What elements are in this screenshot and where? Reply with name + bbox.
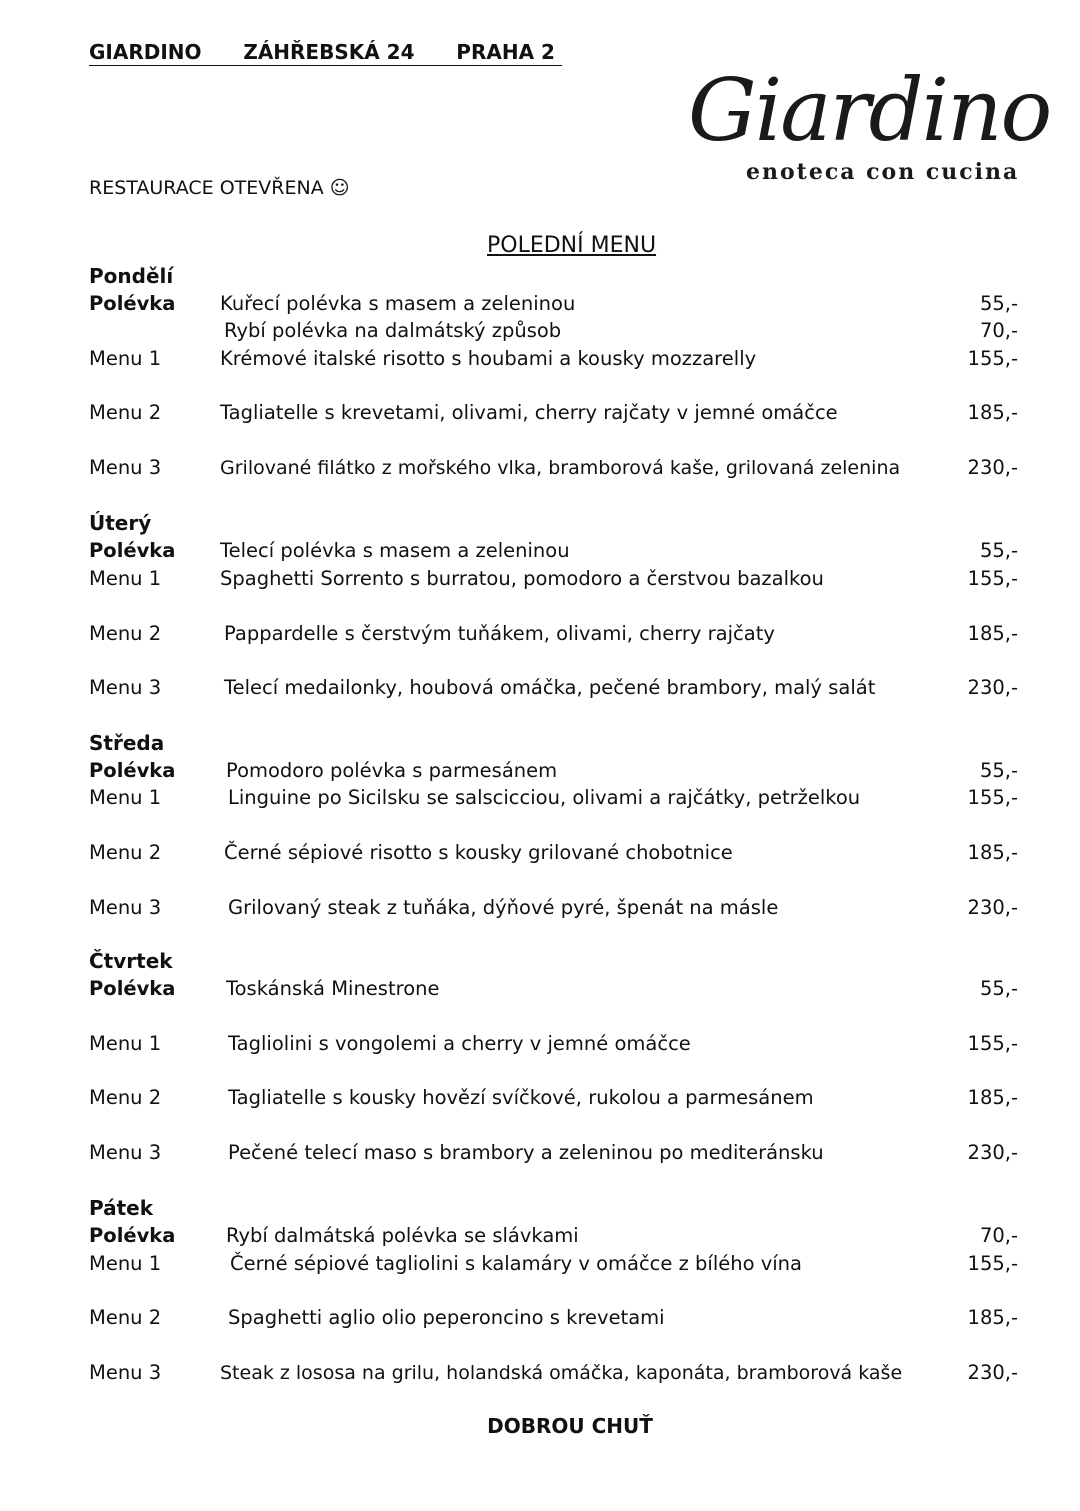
price: 70,-: [979, 319, 1018, 342]
row-label: Menu 2: [89, 622, 162, 645]
row-label: Polévka: [89, 292, 176, 315]
restaurant-logo: [676, 61, 1051, 191]
city: PRAHA 2: [456, 40, 555, 64]
row-label: Menu 3: [89, 456, 162, 479]
menu-row: [0, 674, 1080, 702]
row-label: Menu 3: [89, 1361, 162, 1384]
dish-name: Tagliolini s vongolemi a cherry v jemné omáčce: [228, 1032, 691, 1055]
menu-row: [0, 537, 1080, 565]
menu-row: [0, 454, 1080, 482]
price: 55,-: [979, 539, 1018, 562]
row-label: Menu 1: [89, 1032, 162, 1055]
price: 155,-: [967, 786, 1018, 809]
price: 230,-: [967, 1361, 1018, 1384]
price: 230,-: [967, 456, 1018, 479]
row-label: Menu 3: [89, 1141, 162, 1164]
menu-row: [0, 839, 1080, 867]
price: 155,-: [967, 347, 1018, 370]
row-label: Menu 2: [89, 1306, 162, 1329]
day-heading-monday: Pondělí: [89, 264, 174, 288]
restaurant-name: GIARDINO: [89, 40, 202, 64]
price: 185,-: [967, 622, 1018, 645]
menu-row: [0, 1222, 1080, 1250]
dish-name: Rybí polévka na dalmátský způsob: [224, 319, 562, 342]
row-label: Menu 1: [89, 567, 162, 590]
menu-row: [0, 1359, 1080, 1387]
dish-name: Pappardelle s čerstvým tuňákem, olivami, cherry rajčaty: [224, 622, 775, 645]
menu-row: [0, 784, 1080, 812]
menu-row: [0, 1304, 1080, 1332]
price: 55,-: [979, 292, 1018, 315]
menu-row: [0, 1139, 1080, 1167]
dish-name: Kuřecí polévka s masem a zeleninou: [220, 292, 576, 315]
price: 230,-: [967, 676, 1018, 699]
logo-tagline: enoteca con cucina: [746, 159, 1020, 185]
row-label: Menu 2: [89, 841, 162, 864]
row-label: Menu 1: [89, 1252, 162, 1275]
price: 185,-: [967, 841, 1018, 864]
day-heading-tuesday: Úterý: [89, 511, 152, 535]
price: 230,-: [967, 896, 1018, 919]
row-label: Menu 3: [89, 676, 162, 699]
menu-row: [0, 1084, 1080, 1112]
menu-row: [0, 317, 1080, 345]
dish-name: Grilovaný steak z tuňáka, dýňové pyré, špenát na másle: [228, 896, 779, 919]
dish-name: Černé sépiové risotto s kousky grilované chobotnice: [224, 841, 733, 864]
dish-name: Toskánská Minestrone: [226, 977, 440, 1000]
price: 70,-: [979, 1224, 1018, 1247]
menu-row: [0, 975, 1080, 1003]
price: 155,-: [967, 567, 1018, 590]
day-heading-wednesday: Středa: [89, 731, 165, 755]
row-label: Polévka: [89, 1224, 176, 1247]
footer-greeting: DOBROU CHUŤ: [487, 1414, 653, 1438]
menu-row: [0, 290, 1080, 318]
price: 55,-: [979, 759, 1018, 782]
dish-name: Spaghetti Sorrento s burratou, pomodoro a čerstvou bazalkou: [220, 567, 824, 590]
price: 55,-: [979, 977, 1018, 1000]
dish-name: Rybí dalmátská polévka se slávkami: [226, 1224, 579, 1247]
dish-name: Pečené telecí maso s brambory a zeleninou po mediteránsku: [228, 1141, 824, 1164]
open-note: RESTAURACE OTEVŘENA ☺: [89, 177, 350, 199]
dish-name: Krémové italské risotto s houbami a kousky mozzarelly: [220, 347, 757, 370]
logo-script: Giardino: [688, 61, 1051, 161]
day-heading-friday: Pátek: [89, 1196, 154, 1220]
menu-title: POLEDNÍ MENU: [487, 233, 657, 258]
menu-row: [0, 399, 1080, 427]
dish-name: Grilované filátko z mořského vlka, bramborová kaše, grilovaná zelenina: [220, 457, 901, 479]
price: 185,-: [967, 1086, 1018, 1109]
dish-name: Linguine po Sicilsku se salscicciou, olivami a rajčátky, petrželkou: [228, 786, 861, 809]
price: 230,-: [967, 1141, 1018, 1164]
menu-row: [0, 565, 1080, 593]
menu-row: [0, 620, 1080, 648]
header-address: [89, 40, 562, 66]
menu-row: [0, 1250, 1080, 1278]
menu-row: [0, 345, 1080, 373]
row-label: Menu 2: [89, 1086, 162, 1109]
street-address: ZÁHŘEBSKÁ 24: [243, 40, 415, 64]
row-label: Polévka: [89, 759, 176, 782]
menu-row: [0, 894, 1080, 922]
row-label: Menu 2: [89, 401, 162, 424]
day-heading-thursday: Čtvrtek: [89, 949, 173, 973]
price: 155,-: [967, 1252, 1018, 1275]
menu-row: [0, 757, 1080, 785]
menu-row: [0, 1030, 1080, 1058]
row-label: Menu 1: [89, 786, 162, 809]
row-label: Polévka: [89, 539, 176, 562]
price: 185,-: [967, 401, 1018, 424]
dish-name: Spaghetti aglio olio peperoncino s krevetami: [228, 1306, 665, 1329]
row-label: Menu 1: [89, 347, 162, 370]
dish-name: Černé sépiové tagliolini s kalamáry v omáčce z bílého vína: [230, 1252, 802, 1275]
price: 185,-: [967, 1306, 1018, 1329]
price: 155,-: [967, 1032, 1018, 1055]
dish-name: Steak z lososa na grilu, holandská omáčka, kaponáta, bramborová kaše: [220, 1362, 903, 1384]
row-label: Menu 3: [89, 896, 162, 919]
dish-name: Telecí polévka s masem a zeleninou: [220, 539, 570, 562]
dish-name: Tagliatelle s krevetami, olivami, cherry rajčaty v jemné omáčce: [220, 401, 838, 424]
row-label: Polévka: [89, 977, 176, 1000]
dish-name: Tagliatelle s kousky hovězí svíčkové, rukolou a parmesánem: [228, 1086, 814, 1109]
dish-name: Telecí medailonky, houbová omáčka, pečené brambory, malý salát: [224, 676, 876, 699]
dish-name: Pomodoro polévka s parmesánem: [226, 759, 558, 782]
